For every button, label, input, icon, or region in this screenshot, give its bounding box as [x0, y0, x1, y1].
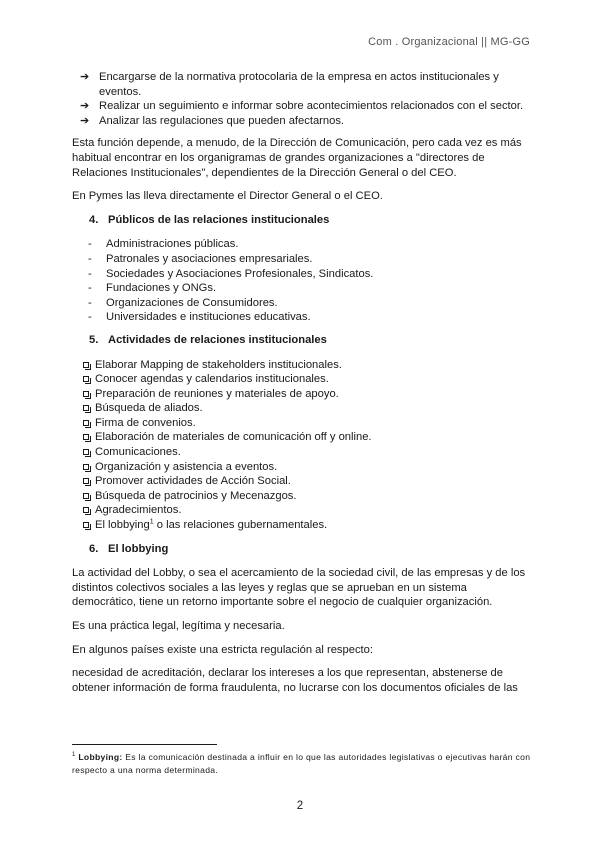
section-title: El lobbying: [108, 542, 169, 555]
section-title: Actividades de relaciones institucionales: [108, 333, 327, 346]
list-item: - Administraciones públicas.: [88, 238, 239, 251]
section-heading: [72, 213, 530, 228]
section-heading: [72, 333, 530, 348]
footnote-text: Es la comunicación destinada a influir en lo que las autoridades legislativas o ejecutivas harán con respecto a una norma determinada.: [72, 752, 531, 775]
list-item: Búsqueda de aliados.: [72, 401, 530, 416]
list-item: Elaboración de materiales de comunicación off y online.: [72, 430, 530, 445]
paragraph: Es una práctica legal, legítima y necesaria.: [72, 620, 285, 632]
section-number: 6.: [89, 542, 99, 555]
box-bullet-icon: [83, 391, 89, 397]
list-item: Elaborar Mapping de stakeholders institucionales.: [72, 358, 530, 373]
dash-bullet-icon: -: [88, 311, 92, 324]
box-bullet-icon: [83, 362, 89, 368]
box-bullet-icon: [83, 420, 89, 426]
list-item: ➔ Analizar las regulaciones que pueden afectarnos.: [80, 114, 345, 127]
list-item: Firma de convenios.: [72, 416, 530, 431]
dash-bullet-icon: -: [88, 267, 92, 280]
paragraph: En Pymes las lleva directamente el Director General o el CEO.: [72, 190, 383, 203]
paragraph: En algunos países existe una estricta regulación al respecto:: [72, 643, 373, 656]
list-item: - Universidades e instituciones educativas.: [88, 311, 311, 324]
list-item: Conocer agendas y calendarios institucionales.: [72, 372, 530, 387]
list-item: - Patronales y asociaciones empresariales.: [88, 252, 313, 265]
footnote: [72, 751, 532, 777]
list-item: Organización y asistencia a eventos.: [72, 460, 530, 475]
list-item: Búsqueda de patrocinios y Mecenazgos.: [72, 489, 530, 504]
section-number: 5.: [89, 333, 99, 346]
box-bullet-icon: [83, 507, 89, 513]
footnote-marker: 1: [72, 752, 76, 759]
box-bullet-icon: [83, 522, 89, 528]
paragraph: Esta función depende, a menudo, de la Dirección de Comunicación, pero cada vez es más habitual encontrar en los organigramas de grandes organizaciones a "directores de Relaciones Institucionales", dependientes de la Dirección General o del CEO.: [72, 137, 522, 179]
paragraph: necesidad de acreditación, declarar los intereses a los que representan, abstenerse de obtener información de forma fraudulenta, no lucrarse con los documentos oficiales de las: [72, 667, 518, 694]
list-item: Agradecimientos.: [72, 503, 530, 518]
box-bullet-icon: [83, 405, 89, 411]
list-item: ➔ Realizar un seguimiento e informar sobre acontecimientos relacionados con el sector.: [80, 100, 524, 113]
box-bullet-icon: [83, 449, 89, 455]
arrow-bullet-list: [72, 70, 530, 128]
arrow-bullet-icon: ➔: [80, 100, 90, 113]
arrow-bullet-icon: ➔: [80, 114, 90, 127]
arrow-bullet-icon: ➔: [80, 71, 90, 83]
page-content: [72, 70, 530, 704]
section-heading: [72, 542, 530, 557]
paragraph: La actividad del Lobby, o sea el acercamiento de la sociedad civil, de las empresas y de los distintos colectivos sociales a las leyes y reglas que se aprueban en un sistema democrático, tiene un retorno importante sobre el negocio de cualquier organización.: [72, 567, 526, 609]
footnote-divider: [72, 744, 217, 745]
box-bullet-icon: [83, 478, 89, 484]
list-item: Promover actividades de Acción Social.: [72, 474, 530, 489]
box-bullet-icon: [83, 434, 89, 440]
footnote-term: Lobbying:: [78, 752, 123, 762]
list-item: - Organizaciones de Consumidores.: [88, 296, 278, 309]
list-item: El lobbying$^1$ o las relaciones gubernamentales.: [72, 518, 530, 533]
list-item: - Fundaciones y ONGs.: [88, 282, 217, 295]
running-header: Com . Organizacional || MG-GG: [368, 36, 530, 48]
dash-bullet-list: [72, 237, 530, 325]
dash-bullet-icon: -: [88, 282, 92, 295]
dash-bullet-icon: -: [88, 296, 92, 309]
box-bullet-list: [72, 358, 530, 533]
box-bullet-icon: [83, 493, 89, 499]
list-item: ➔ Encargarse de la normativa protocolaria de la empresa en actos institucionales y eventos.: [80, 71, 499, 98]
box-bullet-icon: [83, 464, 89, 470]
dash-bullet-icon: -: [88, 238, 92, 251]
list-item: Comunicaciones.: [72, 445, 530, 460]
box-bullet-icon: [83, 376, 89, 382]
section-title: Públicos de las relaciones institucionales: [108, 213, 330, 226]
page-number: 2: [296, 800, 304, 812]
list-item: Preparación de reuniones y materiales de apoyo.: [72, 387, 530, 402]
section-number: 4.: [89, 213, 99, 226]
dash-bullet-icon: -: [88, 252, 92, 265]
footnote-reference[interactable]: 1: [149, 518, 154, 526]
list-item: - Sociedades y Asociaciones Profesionales, Sindicatos.: [88, 267, 374, 280]
